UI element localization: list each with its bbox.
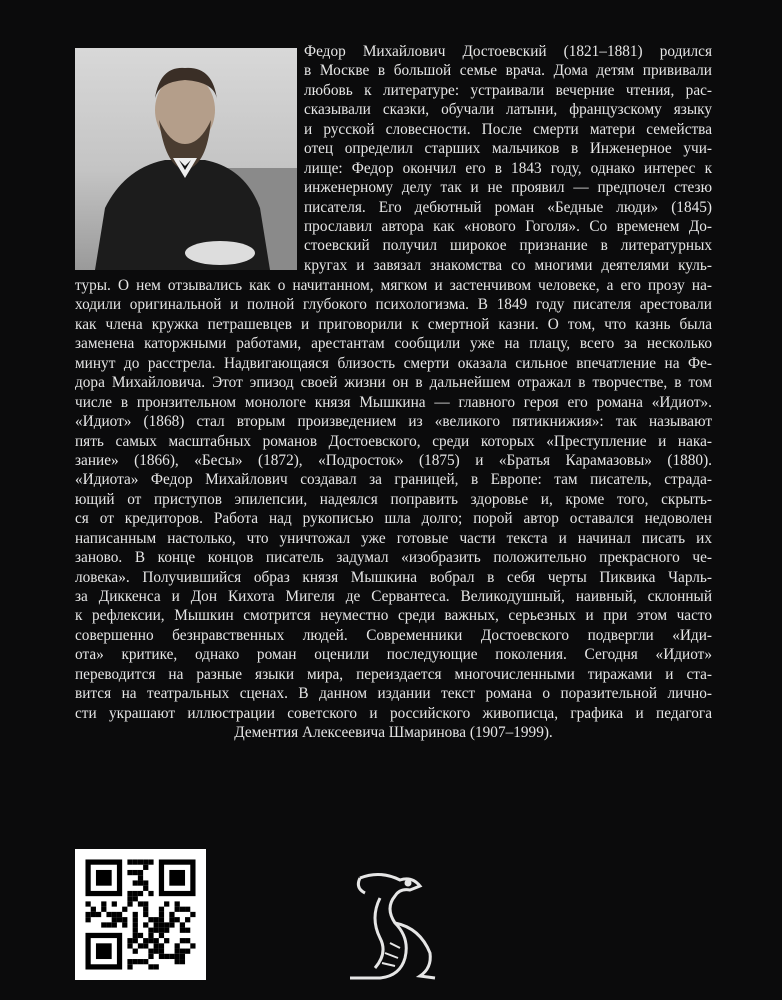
text-line: ходили оригинальной и полной глубокого психологизма. В 1849 году писателя арестовали [75,296,712,314]
bio-text-right-column [304,42,712,275]
text-line: прославил автора как «нового Гоголя». Со временем До- [304,217,712,235]
text-line: ющий от приступов эпилепсии, надеялся поправить здоровье и, кроме того, скрыть- [75,490,712,508]
qr-code[interactable] [75,849,206,980]
text-line: в Москве в большой семье врача. Дома детям прививали [304,62,712,80]
text-line: любовь к литературе: устраивали вечерние чтения, рас- [304,81,712,99]
text-line: пять самых масштабных романов Достоевского, среди которых «Преступление и нака- [75,432,712,450]
text-line: дора Михайловича. Этот эпизод своей жизни он в дальнейшем отражал в творчестве, в том [75,374,712,392]
text-line: лище: Федор окончил его в 1843 году, однако интерес к [304,159,712,177]
text-line: и русской словесности. После смерти матери семейства [304,120,712,138]
text-line: совершенно безнравственных людей. Современники Достоевского подвергли «Иди- [75,626,712,644]
text-line: Федор Михайлович Достоевский (1821–1881) родился [304,43,712,60]
text-line: сказывали сказки, обучали латыни, французскому языку [304,101,712,119]
illustrator-credit-line: Дементия Алексеевича Шмаринова (1907–1999). [234,724,553,742]
text-line: за Диккенса и Дон Кихота Мигеля де Сервантеса. Великодушный, наивный, склонный [75,588,712,605]
text-line: стоевский получил широкое признание в литературных [304,237,712,255]
bio-text-full-width [75,276,712,743]
author-portrait [75,48,297,270]
text-line: зание» (1866), «Бесы» (1872), «Подросток» (1875) и «Братья Карамазовы» (1880). [75,451,712,469]
text-line: написанным настолько, что уничтожал уже готовые части текста и начинал писать их [75,529,712,547]
text-line: ся от кредиторов. Работа над рукописью шла долго; порой автор оставался недоволен [75,510,712,528]
text-line: числе в пронзительном монологе князя Мышкина — главного героя его романа «Идиот». [75,393,712,411]
text-line: как члена кружка петрашевцев и приговорили к смертной казни. О том, что казнь была [75,315,712,333]
text-line: ловека». Получившийся образ князя Мышкина вобрал в себя черты Пиквика Чарль- [75,568,712,586]
text-line: туры. О нем отзывались как о начитанном, мягком и застенчивом человеке, а его прозу на- [75,277,712,294]
text-line: ота» критике, однако роман оценили последующие поколения. Сегодня «Идиот» [75,646,712,664]
text-line: кругах и завязал знакомства со многими деятелями куль- [304,256,712,274]
text-line: инженерному делу так и не проявил — предпочел стезю [304,179,712,197]
text-line: «Идиот» (1868) стал вторым произведением из «великого пятикнижия»: так называют [75,413,712,431]
text-line: сти украшают иллюстрации советского и российского живописца, графика и педагога [75,704,712,722]
text-line: минут до расстрела. Надвигающаяся близость смерти оказала сильное впечатление на Фе- [75,354,712,372]
text-line: вится на театральных сценах. В данном издании текст романа о поразительной лично- [75,685,712,703]
text-line: «Идиота» Федор Михайлович создавал за границей, в Европе: там писатель, страда- [75,471,712,489]
text-line: отец определил старших мальчиков в Инженерное учи- [304,140,712,158]
text-line: писателя. Его дебютный роман «Бедные люди» (1845) [304,198,712,216]
text-line: заново. В конце концов писатель задумал «изобразить положительно прекрасного че- [75,549,712,567]
text-line: переводится на разные языки мира, переиздается многочисленными тиражами и ста- [75,665,712,683]
publisher-dragon-logo-icon [340,868,445,983]
text-line: заменена каторжными работами, арестантам сообщили уже на плацу, всего за несколько [75,335,712,353]
text-line: к рефлексии, Мышкин смотрится неуместно среди важных, серьезных и при этом часто [75,607,712,625]
